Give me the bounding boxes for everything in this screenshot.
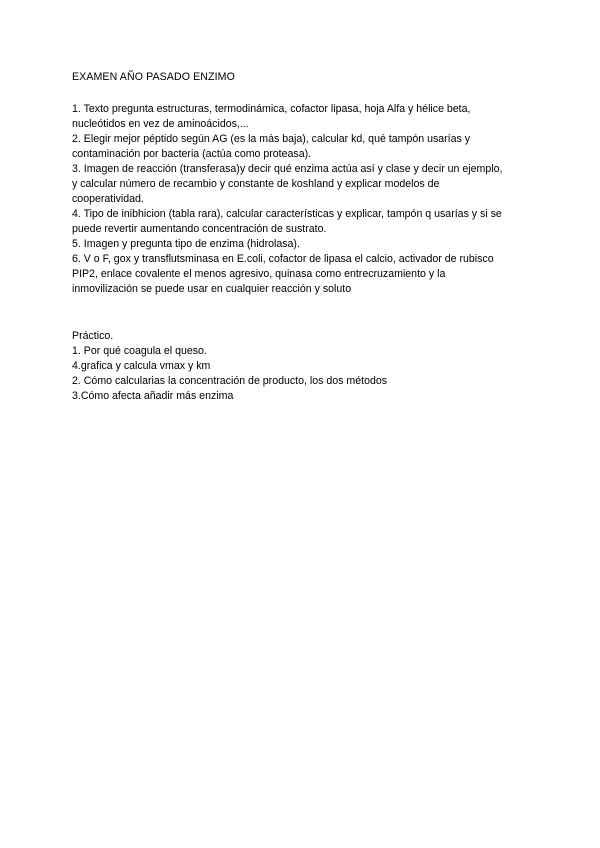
text-line: 1. Texto pregunta estructuras, termodinámica, cofactor lipasa, hoja Alfa y hélice beta, <box>72 103 471 115</box>
text-line: cooperatividad. <box>72 193 144 205</box>
text-line: y calcular número de recambio y constante de koshland y explicar modelos de <box>72 178 440 190</box>
theory-questions <box>72 102 540 297</box>
text-line: 2. Cómo calcularias la concentración de producto, los dos métodos <box>72 375 388 387</box>
text-line: nucleótidos en vez de aminoácidos,... <box>72 118 249 130</box>
text-line: 1. Por qué coagula el queso. <box>72 345 207 357</box>
text-line: 4.grafica y calcula vmax y km <box>72 360 211 372</box>
practical-heading: Práctico. <box>72 330 114 342</box>
text-line: 4. Tipo de inibhicion (tabla rara), calcular características y explicar, tampón q usarías y si se <box>72 208 502 220</box>
text-line: inmovilización se puede usar en cualquier reacción y soluto <box>72 283 352 295</box>
text-line: 3. Imagen de reacción (transferasa)y decir qué enzima actúa así y clase y decir un ejemplo, <box>72 163 503 175</box>
document-title: EXAMEN AÑO PASADO ENZIMO <box>72 71 235 83</box>
text-line: contaminación por bacteria (actúa como proteasa). <box>72 148 312 160</box>
text-line: PIP2, enlace covalente el menos agresivo, quinasa como entrecruzamiento y la <box>72 268 446 280</box>
practical-section <box>72 329 540 404</box>
text-line: 2. Elegir mejor péptido según AG (es la más baja), calcular kd, qué tampón usarías y <box>72 133 471 145</box>
text-line: puede revertir aumentando concentración de sustrato. <box>72 223 327 235</box>
text-line: 6. V o F, gox y transflutsminasa en E.coli, cofactor de lipasa el calcio, activador de rubisco <box>72 253 494 265</box>
text-line: 3.Cómo afecta añadir más enzima <box>72 390 234 402</box>
text-line: 5. Imagen y pregunta tipo de enzima (hidrolasa). <box>72 238 300 250</box>
